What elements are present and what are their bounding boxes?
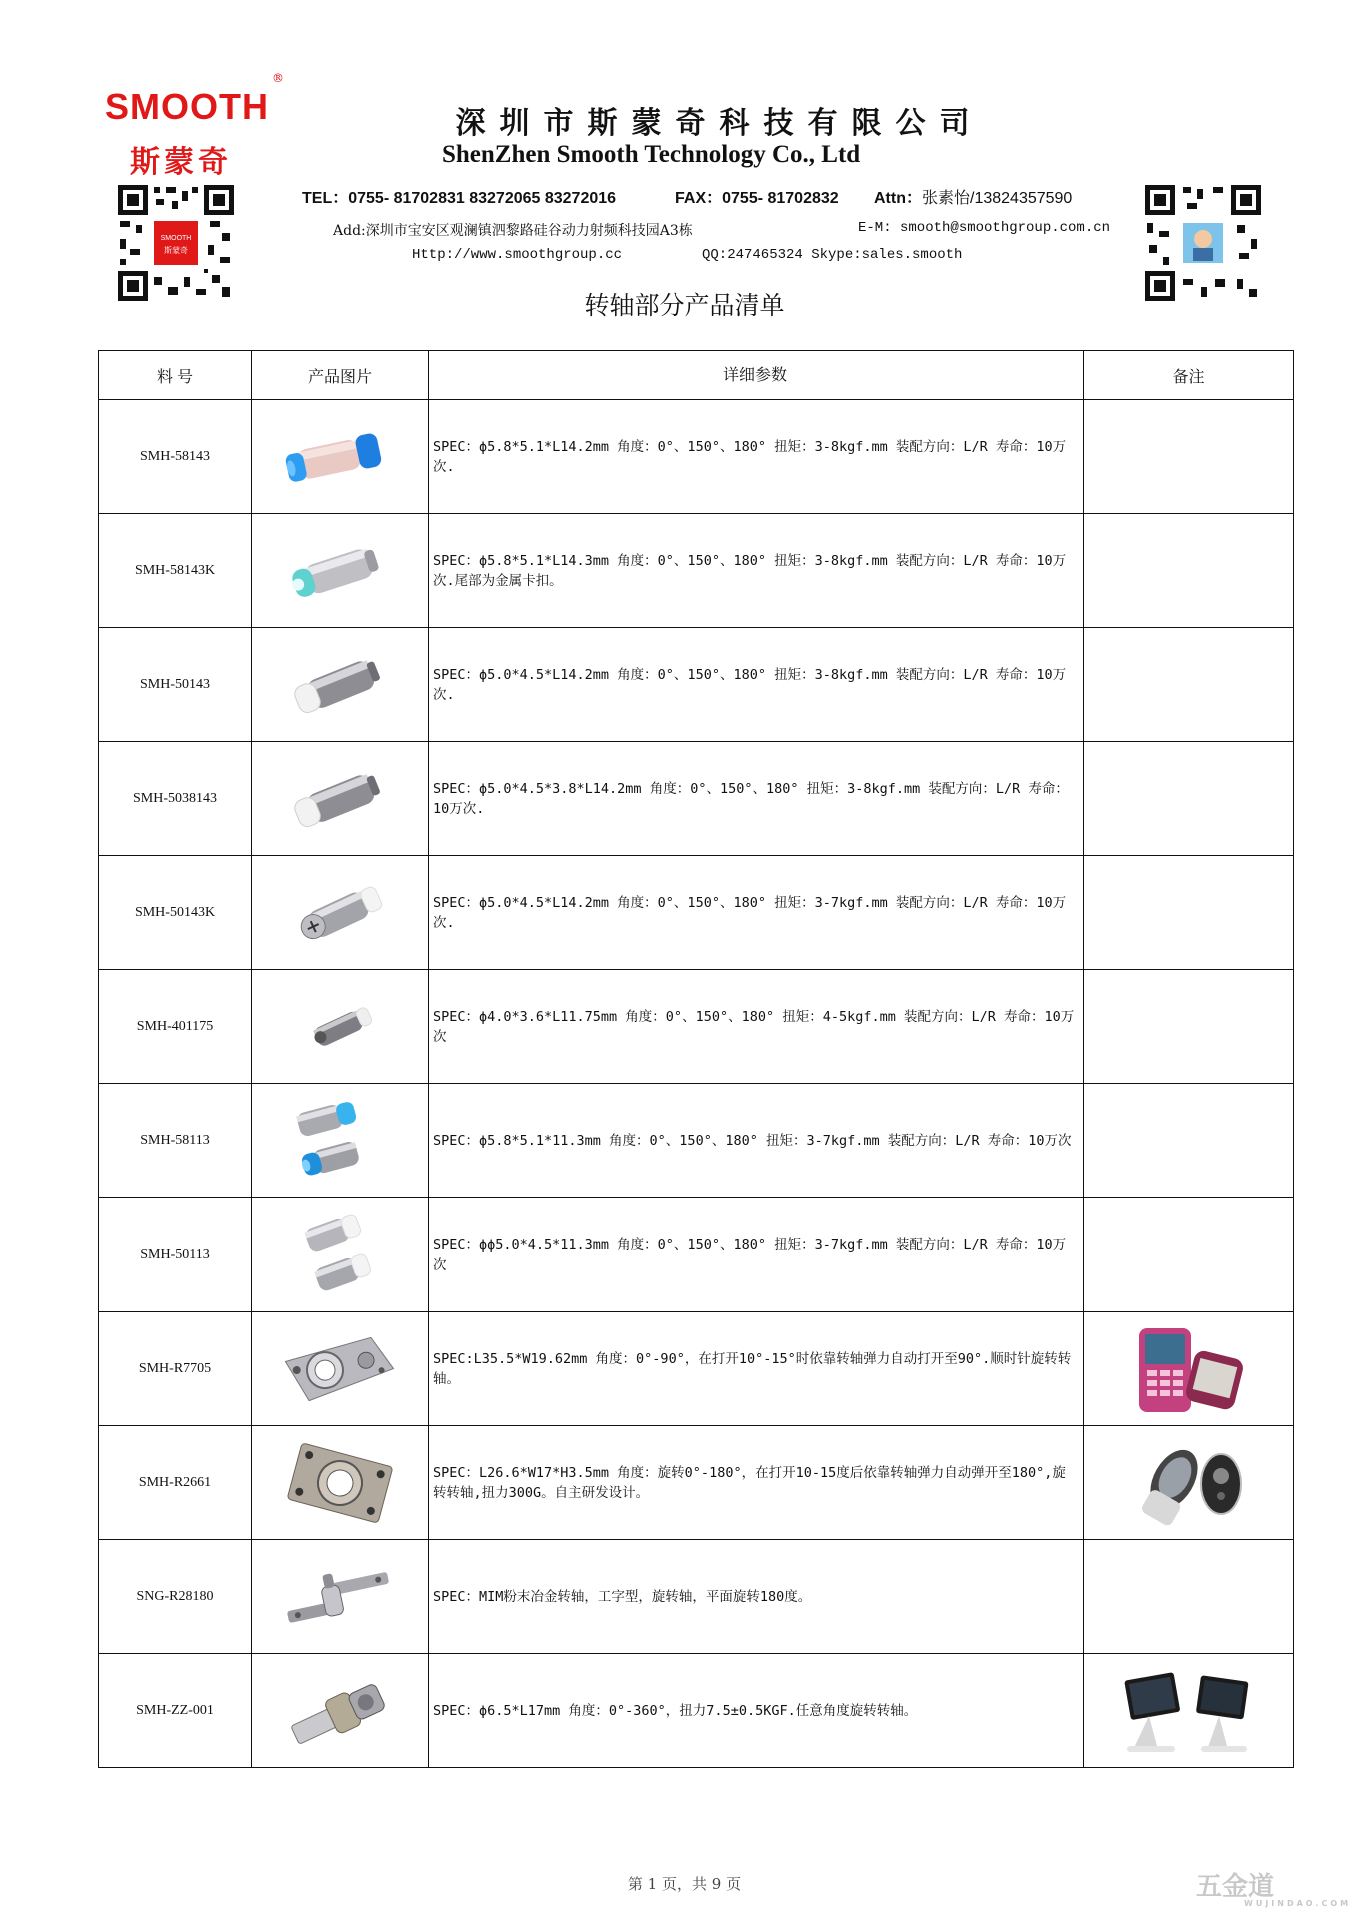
email: E-M: smooth@smoothgroup.com.cn xyxy=(858,220,1111,236)
table-row xyxy=(99,856,1294,970)
table-row xyxy=(99,1426,1294,1540)
product-image-cell xyxy=(252,1426,429,1540)
spec-details: SPEC：MIM粉末冶金转轴，工字型，旋转轴，平面旋转180度。 xyxy=(429,1540,1084,1654)
part-number: SMH-5038143 xyxy=(99,742,252,856)
product-image xyxy=(252,1199,428,1311)
remark-cell xyxy=(1084,1198,1294,1312)
table-row xyxy=(99,1084,1294,1198)
telephone: TEL：0755- 81702831 83272065 83272016 xyxy=(302,190,617,207)
product-image-cell xyxy=(252,1198,429,1312)
remark-cell xyxy=(1084,742,1294,856)
part-number: SMH-401175 xyxy=(99,970,252,1084)
product-image-cell xyxy=(252,1540,429,1654)
remark-cell xyxy=(1084,856,1294,970)
qr-code-right xyxy=(1143,183,1263,303)
part-number: SMH-R2661 xyxy=(99,1426,252,1540)
website: Http://www.smoothgroup.cc xyxy=(412,247,623,263)
table-row xyxy=(99,628,1294,742)
table-row xyxy=(99,1540,1294,1654)
spec-details: SPEC：ϕ5.0*4.5*L14.2mm 角度：0°、150°、180° 扭矩：3-7kgf.mm 装配方向：L/R 寿命：10万次. xyxy=(429,856,1084,970)
product-image xyxy=(252,1085,428,1197)
address: Add:深圳市宝安区观澜镇泗黎路硅谷动力射频科技园A3栋 xyxy=(333,223,693,239)
table-row xyxy=(99,1312,1294,1426)
product-image-cell xyxy=(252,1084,429,1198)
product-image-cell xyxy=(252,400,429,514)
spec-details: SPEC:L35.5*W19.62mm 角度：0°-90°，在打开10°-15°时依靠转轴弹力自动打开至90°.顺时针旋转转轴。 xyxy=(429,1312,1084,1426)
svg-text:斯蒙奇: 斯蒙奇 xyxy=(164,246,188,255)
remark-cell xyxy=(1084,1540,1294,1654)
remark-cell xyxy=(1084,400,1294,514)
qr-code-left xyxy=(116,183,236,303)
product-image xyxy=(252,1427,428,1539)
remark-image xyxy=(1084,1313,1293,1425)
qq-skype: QQ:247465324 Skype:sales.smooth xyxy=(702,247,963,263)
header-remarks: 备注 xyxy=(1084,351,1294,400)
spec-details: SPEC：ϕ5.0*4.5*3.8*L14.2mm 角度：0°、150°、180° 扭矩：3-8kgf.mm 装配方向：L/R 寿命：10万次. xyxy=(429,742,1084,856)
part-number: SMH-50143K xyxy=(99,856,252,970)
remark-image xyxy=(1084,1427,1293,1539)
logo-smooth: SMOOTH xyxy=(105,86,269,127)
part-number: SMH-ZZ-001 xyxy=(99,1654,252,1768)
table-row xyxy=(99,742,1294,856)
remark-cell xyxy=(1084,1084,1294,1198)
spec-details: SPEC：ϕ5.8*5.1*L14.2mm 角度：0°、150°、180° 扭矩：3-8kgf.mm 装配方向：L/R 寿命：10万次. xyxy=(429,400,1084,514)
product-image-cell xyxy=(252,514,429,628)
product-image-cell xyxy=(252,628,429,742)
product-image-cell xyxy=(252,970,429,1084)
attention-contact: Attn：张素怡/13824357590 xyxy=(874,190,1073,207)
part-number: SMH-50113 xyxy=(99,1198,252,1312)
product-image xyxy=(252,857,428,969)
part-number: SMH-58113 xyxy=(99,1084,252,1198)
svg-text:SMOOTH: SMOOTH xyxy=(160,235,192,242)
header-part-number: 料 号 xyxy=(99,351,252,400)
table-header-row xyxy=(99,351,1294,400)
product-image xyxy=(252,1655,428,1767)
table-row xyxy=(99,970,1294,1084)
watermark-logo: 五金道 WUJINDAO.COM xyxy=(1196,1872,1352,1908)
header-product-image: 产品图片 xyxy=(252,351,429,400)
spec-details: SPEC：L26.6*W17*H3.5mm 角度：旋转0°-180°，在打开10-15度后依靠转轴弹力自动弹开至180°,旋转转轴,扭力300G。自主研发设计。 xyxy=(429,1426,1084,1540)
logo-chinese: 斯蒙奇 xyxy=(130,145,232,180)
product-image xyxy=(252,1541,428,1653)
product-table xyxy=(98,350,1294,1768)
table-row xyxy=(99,514,1294,628)
part-number: SNG-R28180 xyxy=(99,1540,252,1654)
part-number: SMH-58143K xyxy=(99,514,252,628)
spec-details: SPEC：ϕ6.5*L17mm 角度：0°-360°，扭力7.5±0.5KGF.任意角度旋转转轴。 xyxy=(429,1654,1084,1768)
remark-cell xyxy=(1084,514,1294,628)
company-name-english: ShenZhen Smooth Technology Co., Ltd xyxy=(442,141,861,168)
spec-details: SPEC：ϕ5.0*4.5*L14.2mm 角度：0°、150°、180° 扭矩：3-8kgf.mm 装配方向：L/R 寿命：10万次. xyxy=(429,628,1084,742)
document-title: 转轴部分产品清单 xyxy=(584,291,785,320)
product-image-cell xyxy=(252,1312,429,1426)
header-specs: 详细参数 xyxy=(429,351,1084,400)
fax: FAX：0755- 81702832 xyxy=(675,190,839,207)
remark-cell xyxy=(1084,628,1294,742)
product-image xyxy=(252,1313,428,1425)
part-number: SMH-58143 xyxy=(99,400,252,514)
spec-details: SPEC：ϕ5.8*5.1*11.3mm 角度：0°、150°、180° 扭矩：3-7kgf.mm 装配方向：L/R 寿命：10万次 xyxy=(429,1084,1084,1198)
part-number: SMH-R7705 xyxy=(99,1312,252,1426)
product-image-cell xyxy=(252,742,429,856)
spec-details: SPEC：ϕ5.8*5.1*L14.3mm 角度：0°、150°、180° 扭矩：3-8kgf.mm 装配方向：L/R 寿命：10万次.尾部为金属卡扣。 xyxy=(429,514,1084,628)
product-image-cell xyxy=(252,856,429,970)
product-image xyxy=(252,515,428,627)
company-name-chinese: 深圳市斯蒙奇科技有限公司 xyxy=(455,106,984,141)
product-image xyxy=(252,629,428,741)
remark-cell xyxy=(1084,1426,1294,1540)
spec-details: SPEC：ϕ4.0*3.6*L11.75mm 角度：0°、150°、180° 扭矩：4-5kgf.mm 装配方向：L/R 寿命：10万次 xyxy=(429,970,1084,1084)
remark-cell xyxy=(1084,1312,1294,1426)
remark-cell xyxy=(1084,970,1294,1084)
product-image-cell xyxy=(252,1654,429,1768)
product-image xyxy=(252,401,428,513)
remark-image xyxy=(1084,1655,1293,1767)
spec-details: SPEC：ϕϕ5.0*4.5*11.3mm 角度：0°、150°、180° 扭矩：3-7kgf.mm 装配方向：L/R 寿命：10万次 xyxy=(429,1198,1084,1312)
page-number: 第 1 页，共 9 页 xyxy=(627,1875,742,1893)
product-image xyxy=(252,743,428,855)
registered-mark: ® xyxy=(272,71,284,85)
table-row xyxy=(99,1198,1294,1312)
table-row xyxy=(99,1654,1294,1768)
product-image xyxy=(252,971,428,1083)
part-number: SMH-50143 xyxy=(99,628,252,742)
table-row xyxy=(99,400,1294,514)
remark-cell xyxy=(1084,1654,1294,1768)
